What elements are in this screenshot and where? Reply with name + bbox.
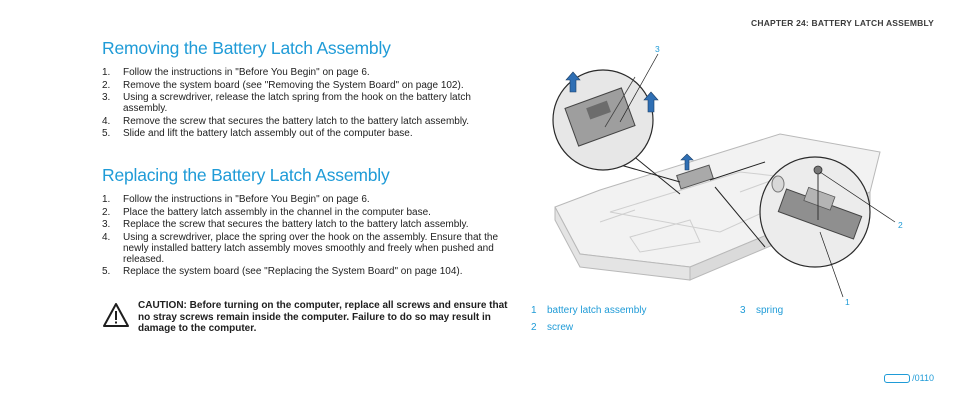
step-text: Remove the system board (see "Removing the System Board" on page 102). xyxy=(123,79,464,91)
legend-label: screw xyxy=(547,322,574,333)
list-item xyxy=(102,194,512,205)
list-item xyxy=(102,232,512,265)
list-item xyxy=(102,67,512,78)
warning-triangle-icon xyxy=(102,302,130,328)
step-text: Remove the screw that secures the battery latch to the battery latch assembly. xyxy=(123,115,470,127)
brand-logo-icon xyxy=(884,374,910,383)
removing-steps-list xyxy=(102,67,512,141)
list-item xyxy=(102,128,512,139)
step-text: Place the battery latch assembly in the channel in the computer base. xyxy=(123,206,431,218)
replacing-steps-list xyxy=(102,194,512,279)
callout-label: 3 xyxy=(655,44,660,54)
step-text: Replace the screw that secures the battery latch to the battery latch assembly. xyxy=(123,219,469,230)
step-text: Replace the system board (see "Replacing the System Board" on page 104). xyxy=(123,266,463,277)
list-item xyxy=(102,207,512,218)
step-text: Follow the instructions in "Before You Begin" on page 6. xyxy=(123,67,370,78)
list-item xyxy=(102,266,512,277)
list-item xyxy=(102,80,512,91)
step-text: Using a screwdriver, release the latch spring from the hook on the battery latch assembly. xyxy=(123,92,471,114)
step-number: 3. xyxy=(102,219,111,230)
legend-item xyxy=(531,322,573,333)
legend-item xyxy=(531,305,647,316)
step-number: 2. xyxy=(102,79,111,91)
callout-label: 2 xyxy=(898,220,903,230)
step-number: 1. xyxy=(102,67,111,78)
battery-latch-illustration xyxy=(540,42,920,312)
step-number: 5. xyxy=(102,266,111,277)
page-number-value: 0110 xyxy=(914,372,934,383)
chapter-header: CHAPTER 24: BATTERY LATCH ASSEMBLY xyxy=(751,18,934,28)
step-number: 2. xyxy=(102,206,111,218)
callout-label: 1 xyxy=(845,297,850,307)
legend-item xyxy=(740,305,783,316)
caution-text: CAUTION: Before turning on the computer, replace all screws and ensure that no stray screws remain inside the computer. Failure to do so may result in damage to the computer. xyxy=(138,300,508,334)
legend-label: spring xyxy=(756,305,784,316)
step-text: Slide and lift the battery latch assembly out of the computer base. xyxy=(123,128,413,139)
list-item xyxy=(102,92,512,114)
page-number: /0110 xyxy=(884,373,934,383)
list-item xyxy=(102,219,512,230)
step-text: Follow the instructions in "Before You Begin" on page 6. xyxy=(123,194,370,205)
removing-section-title: Removing the Battery Latch Assembly xyxy=(102,38,391,58)
list-item xyxy=(102,116,512,127)
step-number: 4. xyxy=(102,115,111,127)
legend-label: battery latch assembly xyxy=(547,305,647,316)
replacing-section-title: Replacing the Battery Latch Assembly xyxy=(102,165,390,185)
step-number: 4. xyxy=(102,231,111,243)
step-number: 1. xyxy=(102,194,111,205)
step-text: Using a screwdriver, place the spring over the hook on the assembly. Ensure that the newly installed battery latch assembly moves smoothly and freely when pushed and released. xyxy=(123,231,499,265)
step-number: 5. xyxy=(102,128,111,139)
legend-number: 2 xyxy=(531,322,537,333)
legend-number: 3 xyxy=(740,305,746,316)
step-number: 3. xyxy=(102,92,111,103)
legend-number: 1 xyxy=(531,305,537,316)
